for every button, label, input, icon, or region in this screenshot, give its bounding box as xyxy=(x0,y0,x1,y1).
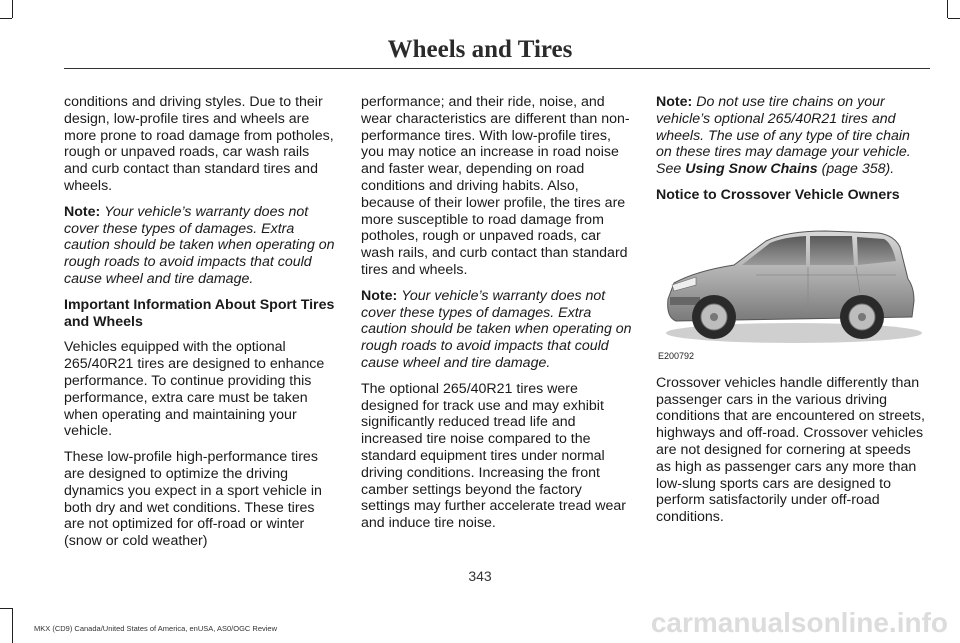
cross-reference-link[interactable]: Using Snow Chains xyxy=(685,161,818,178)
crop-mark-bottom-left-v xyxy=(12,608,13,643)
col1-paragraph-1: conditions and driving styles. Due to their design, low-profile tires and wheels are more prone to road damage from potholes, rough or unpaved roads, car wash rails and curb contact than standard tires and wheels. xyxy=(64,94,334,194)
note-label: Note: xyxy=(656,94,693,110)
note-label: Note: xyxy=(64,203,101,220)
column-1 xyxy=(64,94,336,559)
note-text: Do not use tire chains on your vehicle’s optional 265/40R21 tires and wheels. The use of any type of tire chain on these tires may damage your vehicle. See xyxy=(656,94,911,178)
crop-mark-top-left-v xyxy=(12,0,13,18)
col2-paragraph-2: The optional 265/40R21 tires were designed for track use and may exhibit significantly reduced tread life and increased tire noise compared to the standard equipment tires under normal driving conditions. Increasing the front camber settings beyond the factory settings may further accelerate tread wear and induce tire noise. xyxy=(361,380,626,532)
col1-paragraph-3: These low-profile high-performance tires are designed to optimize the driving dynamics you expect in a sport vehicle in both dry and wet conditions. These tires are not optimized for off-road or winter (snow or cold weather) xyxy=(64,449,322,550)
header-rule xyxy=(64,68,930,69)
col3-paragraph-1: Crossover vehicles handle differently than passenger cars in the various driving conditions that are encountered on streets, highways and off-road. Crossover vehicles are not designed for cornering at speeds as high as passenger cars any more than low-slung sports cars are designed to perform satisfactorily under off-road conditions. xyxy=(656,374,925,526)
footer-text: MKX (CD9) Canada/United States of America, enUSA, AS0/OGC Review xyxy=(34,624,278,633)
crop-mark-bottom-left-h xyxy=(0,608,12,609)
col2-note xyxy=(361,288,633,372)
note-text: Your vehicle’s warranty does not cover these types of damages. Extra caution should be taken when operating on rough roads to avoid impacts that could cause wheel and tire damage. xyxy=(64,203,335,287)
crop-mark-top-left-h xyxy=(0,18,12,19)
page-header-title: Wheels and Tires xyxy=(387,36,573,63)
col3-heading: Notice to Crossover Vehicle Owners xyxy=(656,186,900,203)
note-text: Your vehicle’s warranty does not cover these types of damages. Extra caution should be taken when operating on rough roads to avoid impacts that could cause wheel and tire damage. xyxy=(361,287,632,371)
watermark: carmanualsonline.info xyxy=(650,607,948,638)
crop-mark-top-right-v xyxy=(947,0,948,18)
col3-note xyxy=(656,94,928,178)
column-3 xyxy=(656,94,928,535)
col1-paragraph-2: Vehicles equipped with the optional 265/40R21 tires are designed to enhance performance. To continue providing this performance, extra care must be taken when operating and maintaining your vehicle. xyxy=(64,339,325,440)
crossover-vehicle-figure xyxy=(656,213,928,363)
crossover-car-icon xyxy=(656,213,928,363)
col1-note xyxy=(64,204,336,288)
page-number: 343 xyxy=(468,568,492,584)
col2-paragraph-1: performance; and their ride, noise, and wear characteristics are different than non-performance tires. With low-profile tires, you may notice an increase in road noise and faster wear, depending on road conditions and driving habits. Also, because of their lower profile, the tires are more susceptible to road damage from potholes, rough or unpaved roads, car wash rails, and curb contact than standard tires and wheels. xyxy=(361,94,630,278)
col1-heading: Important Information About Sport Tires and Wheels xyxy=(64,296,335,330)
figure-id: E200792 xyxy=(658,350,695,361)
column-2 xyxy=(361,94,633,541)
crop-mark-top-right-h xyxy=(948,18,960,19)
note-label: Note: xyxy=(361,287,398,304)
page-reference: (page 358). xyxy=(821,161,895,178)
